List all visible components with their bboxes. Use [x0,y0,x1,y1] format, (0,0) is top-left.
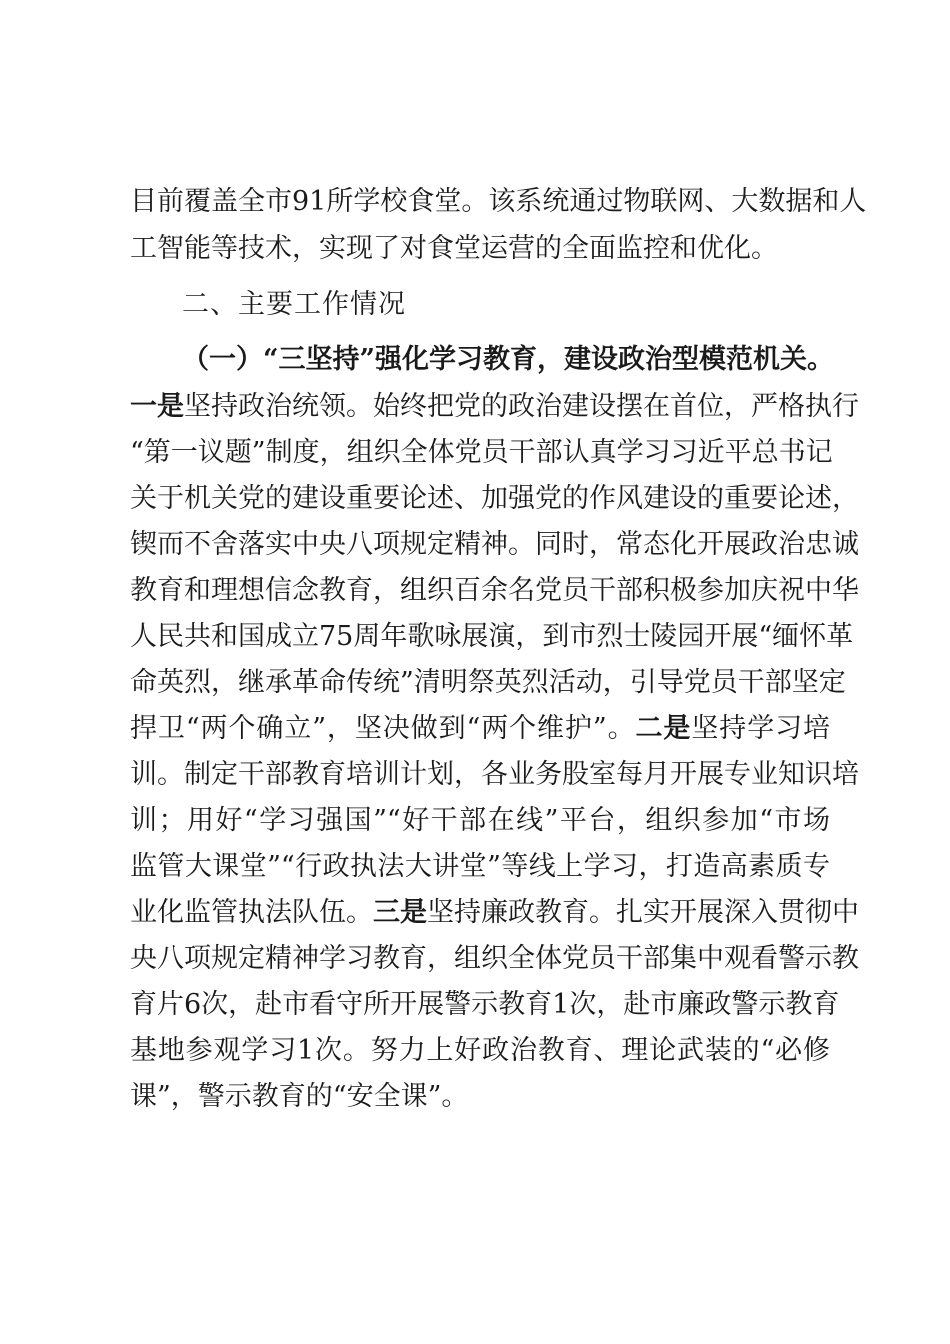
subsection-heading: （一）“三坚持”强化学习教育，建设政治型模范机关。 [182,344,835,375]
body-line-14: 育片6次，赴市看守所开展警示教育1次，赴市廉政警示教育 [130,989,840,1020]
body-line-11: 监管大课堂”“行政执法大讲堂”等线上学习，打造高素质专 [130,851,830,882]
body-line-8 [130,709,830,749]
body-line-8-text-b: 坚持学习培 [691,713,831,744]
body-line-12-text-b: 坚持廉政教育。扎实开展深入贯彻中 [427,897,859,928]
body-line-3: 关于机关党的建设重要论述、加强党的作风建设的重要论述， [130,483,859,514]
body-line-16: 课”，警示教育的“安全课”。 [130,1081,469,1112]
section-heading: 二、主要工作情况 [182,289,406,320]
body-line-2: “第一议题”制度，组织全体党员干部认真学习习近平总书记 [130,437,833,468]
body-line-7: 命英烈，继承革命传统”清明祭英烈活动，引导党员干部坚定 [130,667,846,698]
body-line-15: 基地参观学习1次。努力上好政治教育、理论武装的“必修 [130,1035,830,1066]
body-line-12 [130,893,859,933]
body-line-8-text-a: 捍卫“两个确立”，坚决做到“两个维护”。 [130,713,636,744]
point-two-marker: 二是 [635,713,692,744]
body-line-4: 锲而不舍落实中央八项规定精神。同时，常态化开展政治忠诚 [130,529,859,560]
intro-line-1: 目前覆盖全市91所学校食堂。该系统通过物联网、大数据和人 [130,186,867,217]
body-line-13: 央八项规定精神学习教育，组织全体党员干部集中观看警示教 [130,943,859,974]
body-line-12-text-a: 业化监管执法队伍。 [130,897,373,928]
point-one-marker: 一是 [130,391,184,422]
body-line-1-text: 坚持政治统领。始终把党的政治建设摆在首位，严格执行 [184,391,859,422]
body-line-5: 教育和理想信念教育，组织百余名党员干部积极参加庆祝中华 [130,575,859,606]
body-line-10: 训；用好“学习强国”“好干部在线”平台，组织参加“市场 [130,805,830,836]
body-line-9: 训。制定干部教育培训计划，各业务股室每月开展专业知识培 [130,759,859,790]
intro-line-2: 工智能等技术，实现了对食堂运营的全面监控和优化。 [130,233,778,264]
body-line-6: 人民共和国成立75周年歌咏展演，到市烈士陵园开展“缅怀革 [130,621,854,652]
point-three-marker: 三是 [373,897,427,928]
body-line-1 [130,387,859,427]
